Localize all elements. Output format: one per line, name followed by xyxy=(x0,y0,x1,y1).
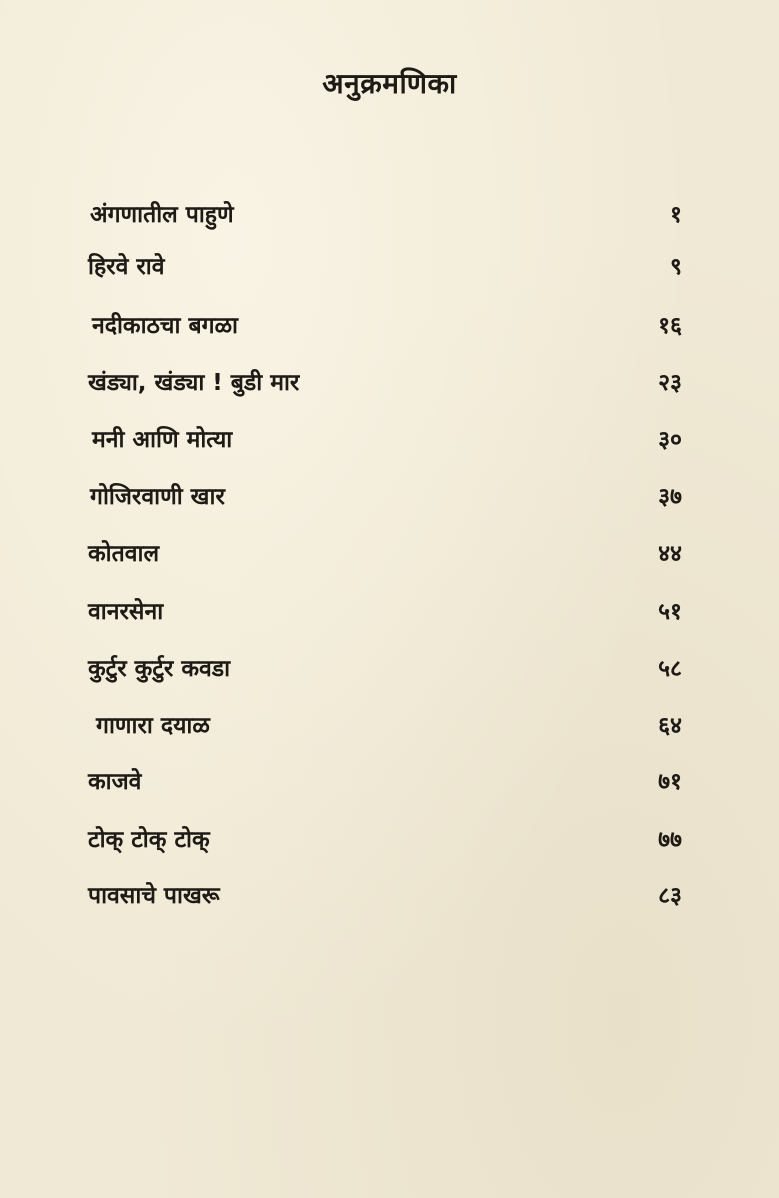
toc-entry xyxy=(0,706,779,746)
toc-entry xyxy=(0,592,779,632)
toc-entry-title: काजवे xyxy=(88,769,142,795)
toc-entry-title: गोजिरवाणी खार xyxy=(90,484,225,510)
toc-entry xyxy=(0,876,779,916)
toc-entry xyxy=(0,195,779,235)
toc-entry-title: अंगणातील पाहुणे xyxy=(90,202,234,228)
toc-entry xyxy=(0,820,779,860)
toc-entry-page: ६४ xyxy=(658,713,682,739)
toc-entry xyxy=(0,649,779,689)
toc-entry-title: हिरवे रावे xyxy=(88,254,165,280)
toc-entry-page: ५१ xyxy=(658,599,682,625)
toc-entry-title: पावसाचे पाखरू xyxy=(88,883,220,909)
toc-entry-title: खंड्या, खंड्या ! बुडी मार xyxy=(88,370,300,396)
page-title: अनुक्रमणिका xyxy=(322,67,457,100)
toc-entry xyxy=(0,420,779,460)
toc-entry-page: ३० xyxy=(658,427,682,453)
toc-entry xyxy=(0,534,779,574)
toc-entry-page: १६ xyxy=(658,313,682,339)
toc-entry-page: ५८ xyxy=(658,656,682,682)
toc-entry-page: १ xyxy=(670,202,682,228)
toc-entry-title: मनी आणि मोत्या xyxy=(92,427,233,453)
toc-entry xyxy=(0,306,779,346)
toc-entry-page: ९ xyxy=(670,254,682,280)
toc-entry-title: कुर्टुर कुर्टुर कवडा xyxy=(88,656,231,682)
toc-entry-title: नदीकाठचा बगळा xyxy=(92,313,239,339)
toc-entry-page: ७१ xyxy=(658,769,682,795)
toc-entry-page: ४४ xyxy=(658,541,682,567)
toc-entry xyxy=(0,477,779,517)
toc-entry xyxy=(0,762,779,802)
toc-entry-page: ७७ xyxy=(658,827,682,853)
toc-entry-title: टोक् टोक् टोक् xyxy=(88,827,210,853)
toc-entry-title: वानरसेना xyxy=(88,599,164,625)
toc-entry xyxy=(0,247,779,287)
toc-entry-title: कोतवाल xyxy=(88,541,160,567)
toc-entry-title: गाणारा दयाळ xyxy=(96,713,210,739)
toc-entry-page: ३७ xyxy=(658,484,682,510)
toc-entry-page: ८३ xyxy=(658,883,682,909)
toc-entry xyxy=(0,363,779,403)
toc-entry-page: २३ xyxy=(658,370,682,396)
